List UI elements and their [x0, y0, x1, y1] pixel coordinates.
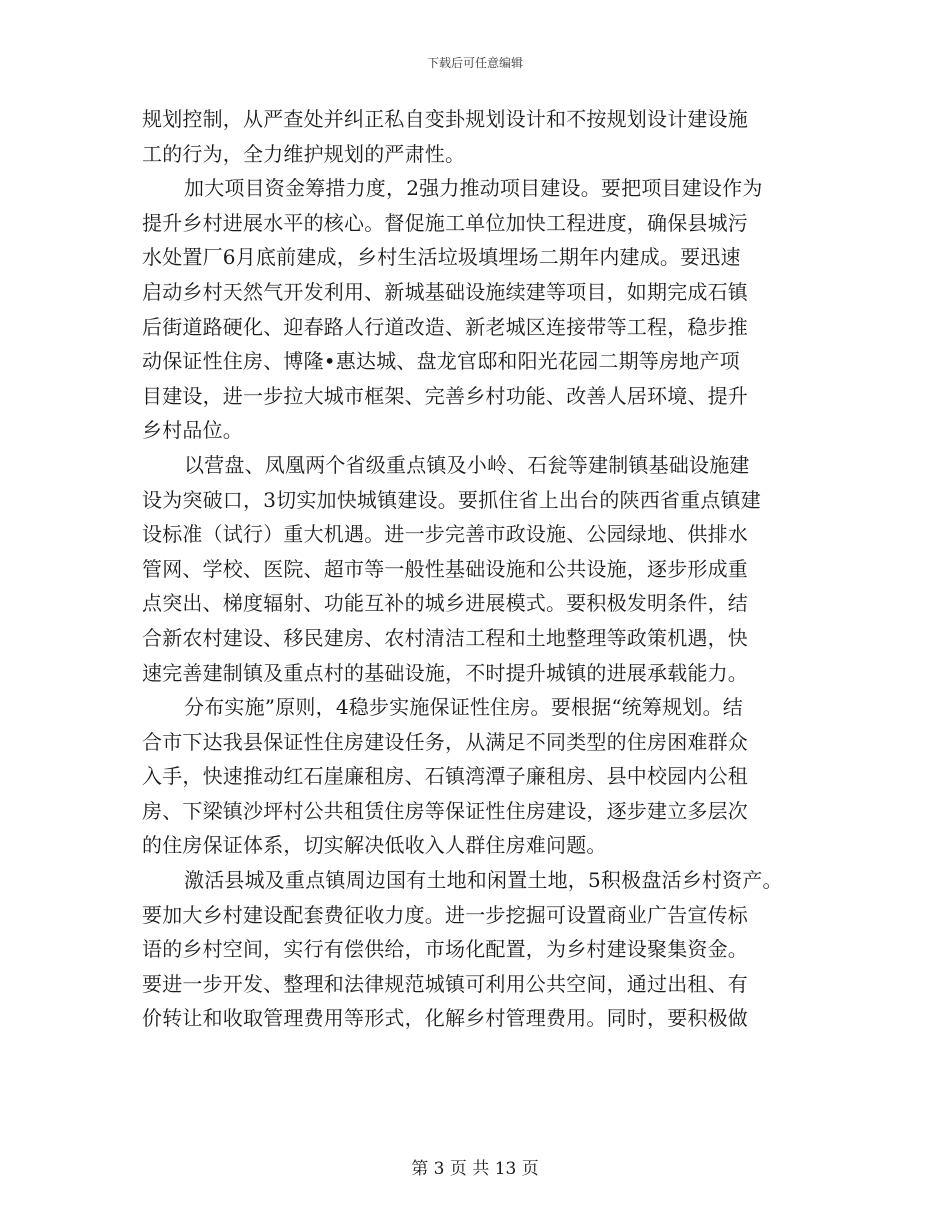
text-line: 工的行为，全力维护规划的严肃性。	[142, 141, 466, 166]
paragraph-start-line: 加大项目资金筹措力度，2强力推动项目建设。要把项目建设作为	[184, 176, 763, 201]
text-line: 动保证性住房、博隆•惠达城、盘龙官邸和阳光花园二期等房地产项	[142, 349, 740, 374]
text-line: 目建设，进一步拉大城市框架、完善乡村功能、改善人居环境、提升	[142, 383, 748, 408]
text-line: 管网、学校、医院、超市等一般性基础设施和公共设施，逐步形成重	[142, 556, 748, 581]
text-line: 水处置厂6月底前建成，乡村生活垃圾填埋场二期年内建成。要迅速	[142, 245, 741, 270]
page-number-footer: 第 3 页 共 13 页	[411, 1159, 539, 1179]
text-line: 要加大乡村建设配套费征收力度。进一步挖掘可设置商业广告宣传标	[142, 902, 748, 927]
text-line: 价转让和收取管理费用等形式，化解乡村管理费用。同时，要积极做	[142, 1006, 748, 1031]
text-line: 入手，快速推动红石崖廉租房、石镇湾潭子廉租房、县中校园内公租	[142, 764, 748, 789]
paragraph-start-line: 分布实施”原则，4稳步实施保证性住房。要根据“统筹规划。结	[184, 695, 743, 720]
text-line: 启动乡村天然气开发利用、新城基础设施续建等项目，如期完成石镇	[142, 279, 748, 304]
page-header-note: 下载后可任意编辑	[426, 56, 523, 70]
text-line: 要进一步开发、整理和法律规范城镇可利用公共空间，通过出租、有	[142, 971, 748, 996]
text-line: 乡村品位。	[142, 418, 243, 443]
paragraph-start-line: 激活县城及重点镇周边国有土地和闲置土地，5积极盘活乡村资产。	[184, 868, 783, 893]
paragraph-start-line: 以营盘、凤凰两个省级重点镇及小岭、石瓮等建制镇基础设施建	[184, 452, 750, 477]
text-line: 合新农村建设、移民建房、农村清洁工程和土地整理等政策机遇，快	[142, 625, 748, 650]
text-line: 规划控制，从严查处并纠正私自变卦规划设计和不按规划设计建设施	[142, 107, 748, 131]
text-line: 语的乡村空间，实行有偿供给，市场化配置，为乡村建设聚集资金。	[142, 937, 748, 962]
text-line: 提升乡村进展水平的核心。督促施工单位加快工程进度，确保县城污	[142, 210, 748, 235]
text-line: 点突出、梯度辐射、功能互补的城乡进展模式。要积极发明条件，结	[142, 591, 748, 616]
text-line: 合市下达我县保证性住房建设任务，从满足不同类型的住房困难群众	[142, 729, 748, 754]
text-line: 设标准（试行）重大机遇。进一步完善市政设施、公园绿地、供排水	[142, 522, 748, 547]
text-line: 的住房保证体系，切实解决低收入人群住房难问题。	[142, 833, 607, 858]
text-line: 速完善建制镇及重点村的基础设施，不时提升城镇的进展承载能力。	[142, 660, 748, 685]
document-body	[142, 102, 822, 1036]
text-line: 设为突破口，3切实加快城镇建设。要抓住省上出台的陕西省重点镇建	[142, 487, 761, 512]
text-line: 后街道路硬化、迎春路人行道改造、新老城区连接带等工程，稳步推	[142, 314, 748, 339]
text-line: 房、下梁镇沙坪村公共租赁住房等保证性住房建设，逐步建立多层次	[142, 798, 748, 823]
